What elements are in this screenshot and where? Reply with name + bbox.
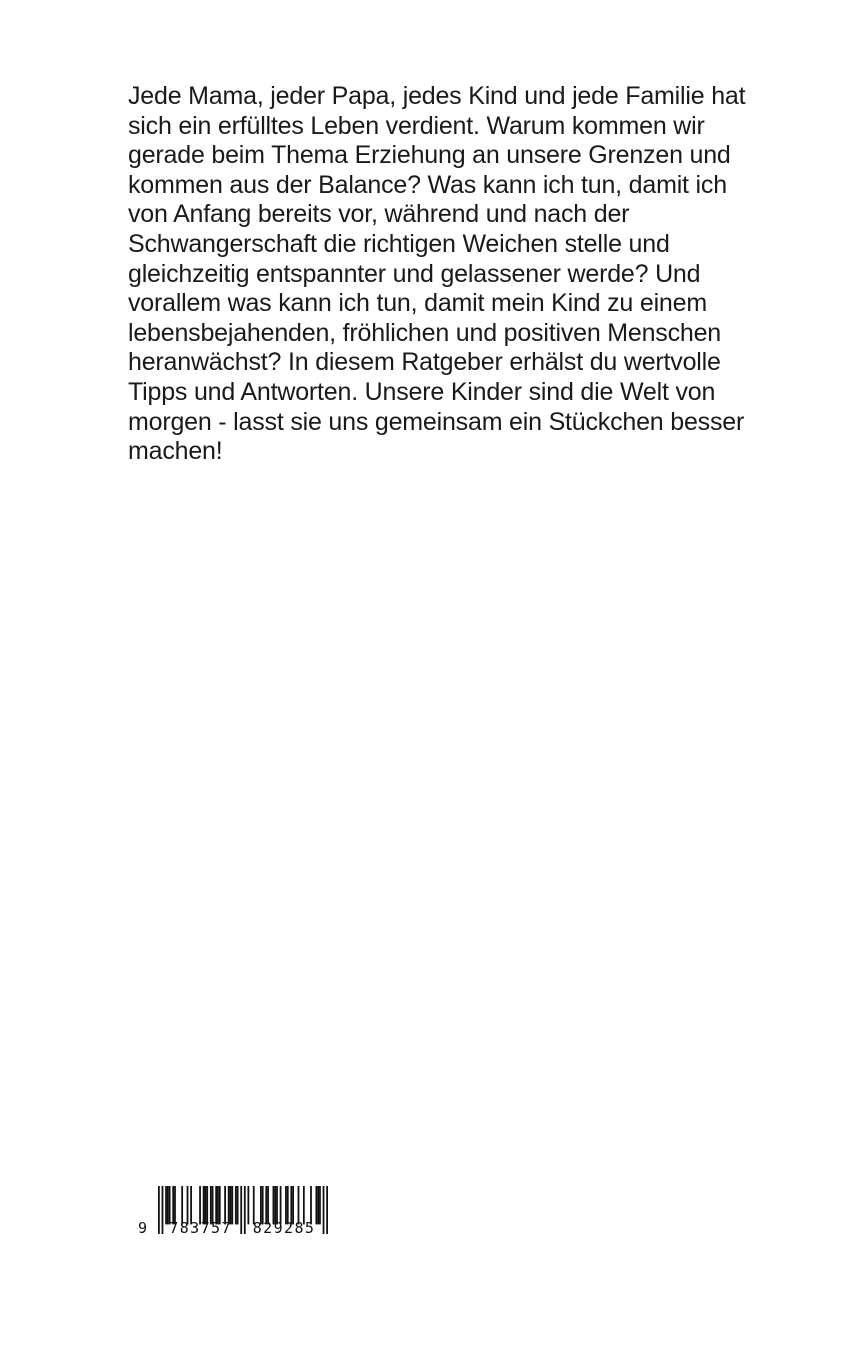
blurb-line: heranwächst? In diesem Ratgeber erhälst du wertvolle [128,348,721,377]
isbn-digits: 9 783757 829285 [138,1219,316,1237]
blurb-line: sich ein erfülltes Leben verdient. Warum kommen wir [128,111,705,140]
blurb-line: gerade beim Thema Erziehung an unsere Grenzen und [128,141,731,170]
blurb-line: kommen aus der Balance? Was kann ich tun, damit ich [128,170,727,199]
isbn-barcode [138,1186,338,1246]
blurb-line: von Anfang bereits vor, während und nach der [128,200,630,229]
blurb-line: morgen - lasst sie uns gemeinsam ein Stückchen besser [128,407,745,436]
blurb-line: vorallem was kann ich tun, damit mein Kind zu einem [128,289,707,318]
blurb-line: Tipps und Antworten. Unsere Kinder sind die Welt von [128,377,716,406]
barcode-bar [319,1186,321,1224]
blurb-line: gleichzeitig entspannter und gelassener werde? Und [128,259,701,288]
blurb-line: Schwangerschaft die richtigen Weichen stelle und [128,229,670,258]
blurb-text [128,82,748,467]
blurb-line: lebensbejahenden, fröhlichen und positiven Menschen [128,318,722,347]
blurb-line: Jede Mama, jeder Papa, jedes Kind und jede Familie hat [128,82,746,110]
barcode-guard-bar [326,1186,328,1234]
blurb-line: machen! [128,437,223,466]
barcode-bar [315,1186,317,1224]
barcode-bar [317,1186,319,1224]
barcode-guard-bar [323,1186,325,1234]
